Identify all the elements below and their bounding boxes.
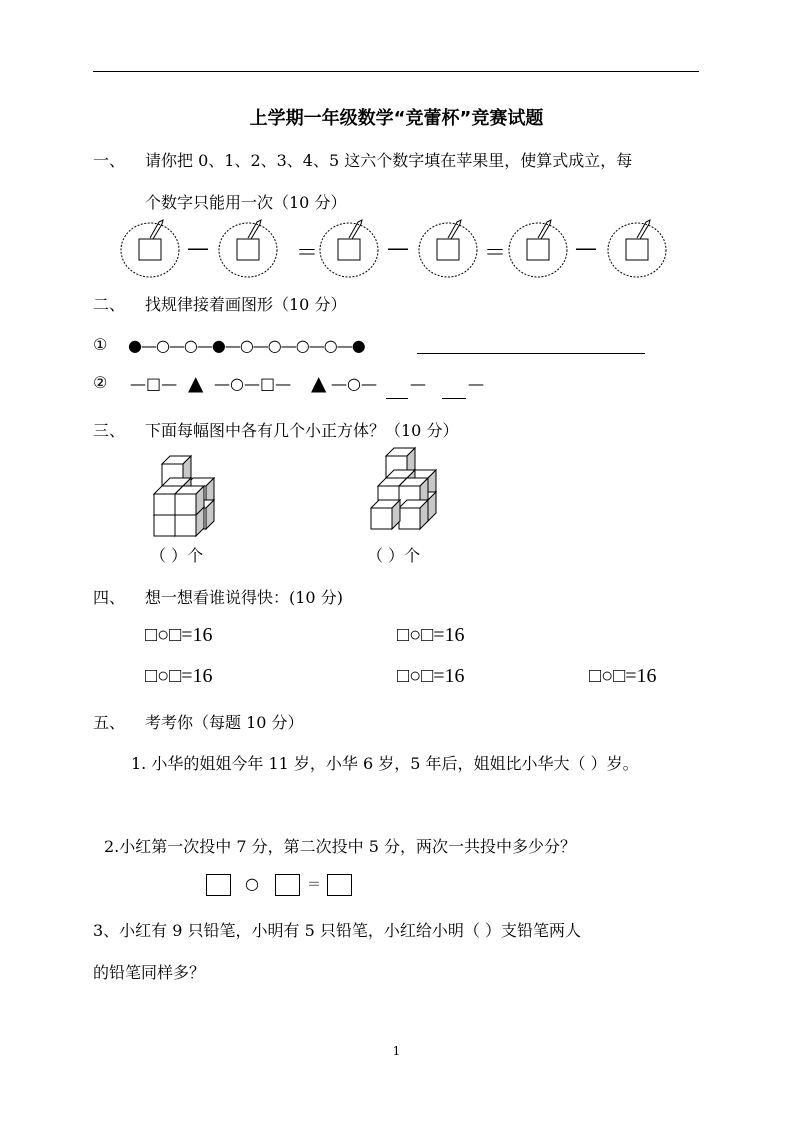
q5-problem-3-line1: 3、小红有 9 只铅笔，小明有 5 只铅笔，小红给小明（ ）支铅笔两人 bbox=[93, 921, 581, 940]
apple-6[interactable] bbox=[608, 220, 666, 277]
q5-p2-equals: ＝ bbox=[307, 877, 321, 893]
q4-number: 四、 bbox=[93, 588, 126, 607]
q2-row2-seg-a: —□— bbox=[130, 374, 178, 393]
q5-problem-3-line2: 的铅笔同样多？ bbox=[93, 963, 206, 982]
q5-p2-box-3[interactable] bbox=[327, 874, 352, 896]
q2-text: 找规律接着画图形（10 分） bbox=[145, 295, 347, 314]
q4-text: 想一想看谁说得快：(10 分) bbox=[145, 588, 343, 607]
apple-1[interactable] bbox=[121, 220, 179, 277]
q2-row2-seg-c: —○—□— bbox=[214, 374, 292, 393]
q1-text-line2: 个数字只能用一次（10 分） bbox=[145, 193, 347, 212]
q2-row2-seg-f: — bbox=[410, 374, 426, 393]
apple-box-1 bbox=[139, 239, 161, 260]
stack1-cube-9 bbox=[175, 486, 204, 515]
page-title: 上学期一年级数学“竞蕾杯”竞赛试题 bbox=[249, 108, 544, 129]
q2-row1-label: ① bbox=[93, 335, 108, 354]
q1-number: 一、 bbox=[93, 151, 126, 170]
q3-answer-2: （ ）个 bbox=[367, 546, 421, 565]
q1-operator-minus-2: — bbox=[387, 236, 409, 261]
cube-stack-1 bbox=[150, 455, 230, 545]
q5-text: 考考你（每题 10 分） bbox=[145, 713, 304, 732]
apple-3[interactable] bbox=[320, 220, 378, 277]
q5-p2-box-1[interactable] bbox=[206, 874, 231, 896]
q1-text-line1: 请你把 0、1、2、3、4、5 这六个数字填在苹果里，使算式成立，每 bbox=[145, 151, 633, 170]
stack2-cube-9 bbox=[371, 500, 400, 529]
q4-equation-2: □○□=16 bbox=[397, 624, 465, 646]
q2-row2-seg-e: —○— bbox=[331, 374, 377, 393]
q2-number: 二、 bbox=[93, 295, 126, 314]
apple-box-5 bbox=[527, 239, 549, 260]
q4-equation-4: □○□=16 bbox=[397, 665, 465, 687]
q5-p2-circle[interactable]: ○ bbox=[245, 874, 259, 893]
header-rule bbox=[93, 71, 699, 72]
q4-equation-3: □○□=16 bbox=[145, 665, 213, 687]
q2-row2-triangle-1: ▲ bbox=[188, 371, 204, 395]
apple-5[interactable] bbox=[509, 220, 567, 277]
stack2-cube-8 bbox=[399, 500, 428, 529]
q5-problem-2: 2.小红第一次投中 7 分，第二次投中 5 分，两次一共投中多少分？ bbox=[104, 837, 576, 856]
apple-box-3 bbox=[338, 239, 360, 260]
q1-operator-minus-3: — bbox=[575, 236, 597, 261]
q5-number: 五、 bbox=[93, 713, 126, 732]
apple-box-4 bbox=[437, 239, 459, 260]
q4-equation-1: □○□=16 bbox=[145, 624, 213, 646]
q1-operator-minus-1: — bbox=[187, 236, 209, 261]
apple-2[interactable] bbox=[219, 220, 277, 277]
q1-operator-equals-1: ＝ bbox=[296, 241, 319, 266]
cube-stack-2 bbox=[367, 448, 447, 538]
q2-row2-triangle-2: ▲ bbox=[311, 371, 327, 395]
q2-row2-blank-1[interactable] bbox=[386, 398, 408, 399]
q2-row2-seg-g: — bbox=[468, 374, 484, 393]
q1-operator-equals-2: ＝ bbox=[484, 241, 507, 266]
q4-equation-5: □○□=16 bbox=[589, 665, 657, 687]
q3-number: 三、 bbox=[93, 421, 126, 440]
q3-text: 下面每幅图中各有几个小正方体？（10 分） bbox=[145, 421, 459, 440]
q5-p2-box-2[interactable] bbox=[275, 874, 300, 896]
q2-row2-label: ② bbox=[93, 373, 108, 392]
apple-4[interactable] bbox=[419, 220, 477, 277]
q3-answer-1: （ ）个 bbox=[150, 546, 204, 565]
apple-box-2 bbox=[237, 239, 259, 260]
q2-row1-answer-line[interactable] bbox=[417, 353, 645, 354]
q2-row2-blank-2[interactable] bbox=[442, 398, 466, 399]
apple-box-6 bbox=[626, 239, 648, 260]
q5-problem-1: 1. 小华的姐姐今年 11 岁，小华 6 岁，5 年后，姐姐比小华大（ ）岁。 bbox=[131, 754, 639, 773]
page-number: 1 bbox=[392, 1044, 401, 1058]
q2-row1-pattern: ●—○—○—●—○—○—○—○—● bbox=[128, 336, 365, 355]
